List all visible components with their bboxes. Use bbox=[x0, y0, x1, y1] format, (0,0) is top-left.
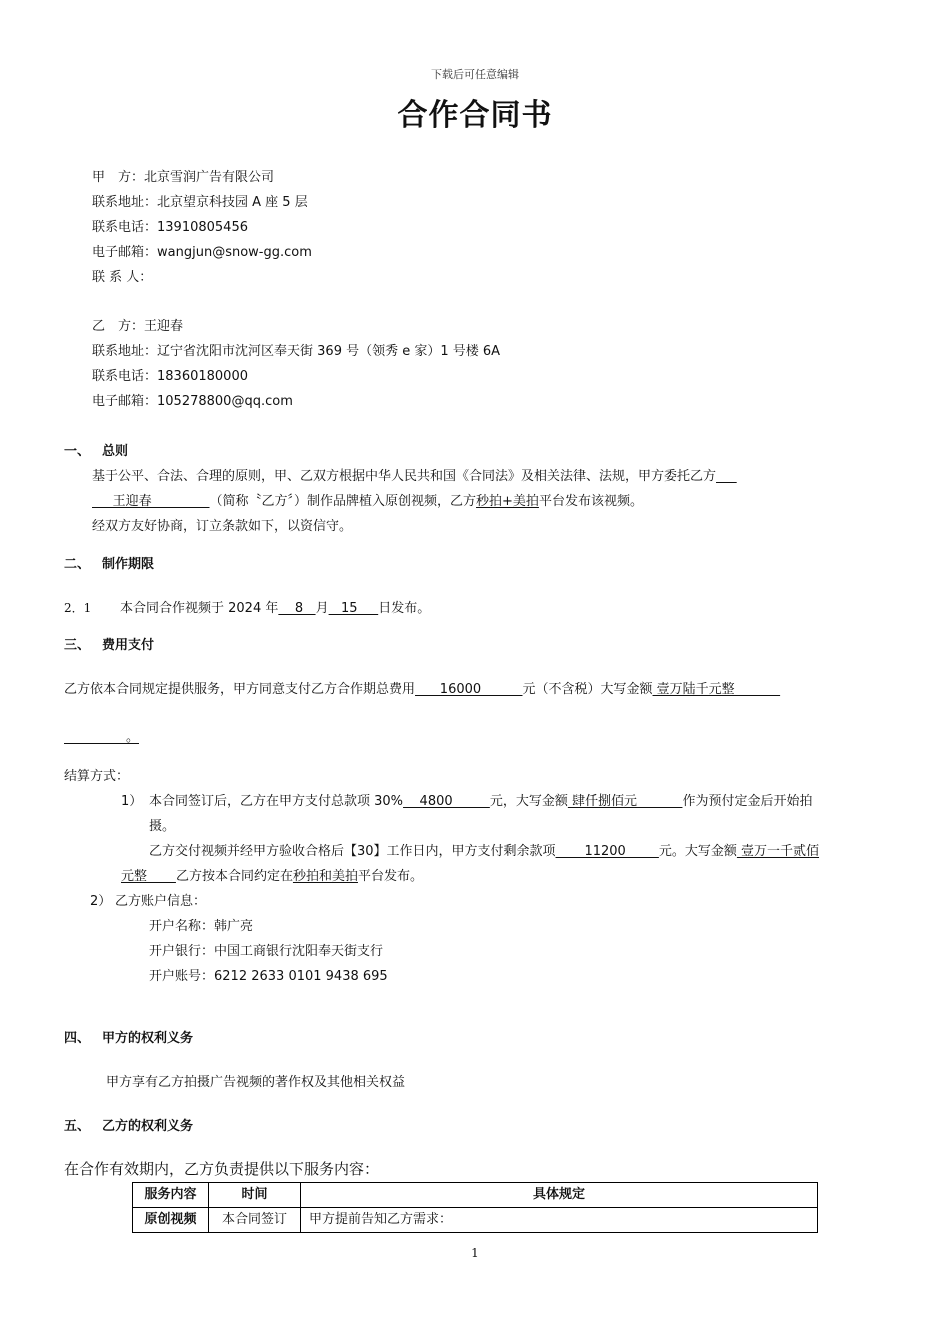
page-number: 1 bbox=[471, 1246, 479, 1260]
section-1-platform: 秒拍+美拍 bbox=[476, 494, 539, 509]
settlement-label: 结算方式： bbox=[64, 769, 130, 784]
party-b-address-label: 联系地址： bbox=[92, 344, 158, 359]
section-1-title: 总则 bbox=[102, 444, 129, 459]
party-a-email-line bbox=[92, 244, 312, 262]
settlement-item-2-number: 2） bbox=[90, 894, 112, 909]
party-b-label: 乙 方： bbox=[92, 319, 145, 334]
section-4-title: 甲方的权利义务 bbox=[102, 1031, 194, 1046]
party-a-contact-label: 联 系 人： bbox=[92, 270, 153, 285]
total-fee: 16000 bbox=[415, 682, 523, 697]
party-b-phone-label: 联系电话： bbox=[92, 369, 158, 384]
settlement-platform: 秒拍和美拍 bbox=[292, 869, 358, 884]
account-number: 6212 2633 0101 9438 695 bbox=[214, 969, 388, 984]
settlement-item-1b-text-c: 乙方按本合同约定在 bbox=[175, 869, 293, 884]
section-2-title: 制作期限 bbox=[102, 557, 155, 572]
section-5-paragraph: 在合作有效期内，乙方负责提供以下服务内容： bbox=[64, 1160, 380, 1178]
section-3-heading bbox=[64, 637, 154, 655]
header-time: 时间 bbox=[209, 1183, 301, 1208]
header-service-content: 服务内容 bbox=[133, 1183, 209, 1208]
account-bank-line bbox=[149, 943, 383, 961]
section-1-paragraph-line-3: 经双方友好协商，订立条款如下，以资信守。 bbox=[92, 519, 353, 534]
party-a-name: 北京雪润广告有限公司 bbox=[144, 170, 275, 185]
section-4-paragraph: 甲方享有乙方拍摄广告视频的著作权及其他相关权益 bbox=[106, 1075, 406, 1090]
section-2-heading bbox=[64, 556, 154, 574]
party-a-address-line bbox=[92, 194, 308, 212]
party-b-email-label: 电子邮箱： bbox=[92, 394, 158, 409]
section-3-line-end: 。 bbox=[64, 730, 139, 745]
account-bank-label: 开户银行： bbox=[149, 944, 215, 959]
section-5-title: 乙方的权利义务 bbox=[102, 1119, 194, 1134]
table-row bbox=[133, 1208, 818, 1233]
party-b-email: 105278800@qq.com bbox=[157, 394, 293, 409]
balance-amount-words-1: 壹万一千贰佰 bbox=[736, 844, 820, 859]
section-1-text-3: 平台发布该视频。 bbox=[538, 494, 643, 509]
cell-specific-rules: 甲方提前告知乙方需求： bbox=[301, 1208, 818, 1233]
settlement-item-1b-text-a: 乙方交付视频并经甲方验收合格后【30】工作日内，甲方支付剩余款项 bbox=[149, 844, 556, 859]
settlement-item-1-text-a: 本合同签订后，乙方在甲方支付总款项 30% bbox=[149, 794, 404, 809]
settlement-item-1-line-2: 摄。 bbox=[149, 819, 176, 834]
release-month: 8 bbox=[278, 601, 316, 616]
section-3-text-b: 元（不含税）大写金额 bbox=[522, 682, 653, 697]
section-1-number: 一、 bbox=[64, 444, 91, 459]
section-1-blank bbox=[716, 469, 737, 484]
settlement-item-1b-text-d: 平台发布。 bbox=[357, 869, 423, 884]
service-table-header-row bbox=[133, 1183, 818, 1208]
settlement-item-1b-text-b: 元。大写金额 bbox=[658, 844, 737, 859]
section-1-paragraph-line-2 bbox=[92, 493, 643, 511]
party-a-phone-label: 联系电话： bbox=[92, 220, 158, 235]
party-a-address-label: 联系地址： bbox=[92, 195, 158, 210]
party-b-phone-line bbox=[92, 368, 248, 386]
account-bank: 中国工商银行沈阳奉天街支行 bbox=[214, 944, 384, 959]
account-number-line bbox=[149, 968, 388, 986]
party-b-address: 辽宁省沈阳市沈河区奉天街 369 号（领秀 e 家）1 号楼 6A bbox=[157, 344, 501, 359]
deposit-amount: 4800 bbox=[403, 794, 490, 809]
settlement-item-2 bbox=[90, 893, 206, 911]
section-2-text-b: 月 bbox=[315, 601, 329, 616]
settlement-item-2-text: 乙方账户信息： bbox=[115, 894, 207, 909]
section-3-paragraph-line-2 bbox=[64, 729, 139, 747]
section-2-text-a: 本合同合作视频于 2024 年 bbox=[120, 601, 279, 616]
service-table bbox=[132, 1182, 818, 1233]
section-2-item-number: 2．1 bbox=[64, 601, 92, 615]
balance-amount: 11200 bbox=[555, 844, 659, 859]
section-5-heading bbox=[64, 1118, 193, 1136]
party-a-email: wangjun@snow-gg.com bbox=[157, 245, 312, 260]
section-1-heading bbox=[64, 443, 128, 461]
party-a-phone-line bbox=[92, 219, 248, 237]
party-a-phone: 13910805456 bbox=[157, 220, 248, 235]
section-2-item bbox=[64, 599, 430, 618]
settlement-item-1b-line-1 bbox=[149, 843, 819, 861]
party-a-address: 北京望京科技园 A 座 5 层 bbox=[157, 195, 308, 210]
cell-service-content: 原创视频 bbox=[133, 1208, 209, 1233]
cell-time: 本合同签订 bbox=[209, 1208, 301, 1233]
section-5-number: 五、 bbox=[64, 1119, 91, 1134]
party-a-contact-line bbox=[92, 269, 152, 287]
party-b-name: 王迎春 bbox=[144, 319, 184, 334]
section-3-number: 三、 bbox=[64, 638, 91, 653]
section-1-text: 基于公平、合法、合理的原则，甲、乙双方根据中华人民共和国《合同法》及相关法律、法规，甲方委托乙方 bbox=[92, 469, 717, 484]
party-b-address-line bbox=[92, 343, 500, 361]
party-b-phone: 18360180000 bbox=[157, 369, 248, 384]
account-number-label: 开户账号： bbox=[149, 969, 215, 984]
settlement-item-1b-line-2 bbox=[121, 868, 423, 886]
account-name-label: 开户名称： bbox=[149, 919, 215, 934]
party-a-label: 甲 方： bbox=[92, 170, 145, 185]
section-3-paragraph-line-1 bbox=[64, 681, 780, 699]
section-1-text-2: （简称〝乙方〞）制作品牌植入原创视频，乙方 bbox=[209, 494, 477, 509]
section-2-number: 二、 bbox=[64, 557, 91, 572]
header-note: 下载后可任意编辑 bbox=[431, 68, 519, 81]
account-name: 韩广亮 bbox=[214, 919, 254, 934]
deposit-amount-words: 肆仟捌佰元 bbox=[567, 794, 683, 809]
party-a-name-line bbox=[92, 169, 274, 187]
settlement-item-1-text-b: 元，大写金额 bbox=[489, 794, 568, 809]
section-1-paragraph-line-1 bbox=[92, 468, 737, 486]
document-title: 合作合同书 bbox=[397, 98, 553, 133]
settlement-item-1-line-1 bbox=[149, 793, 812, 811]
balance-amount-words-2: 元整 bbox=[121, 869, 176, 884]
section-2-text-c: 日发布。 bbox=[378, 601, 431, 616]
section-3-title: 费用支付 bbox=[102, 638, 155, 653]
party-a-email-label: 电子邮箱： bbox=[92, 245, 158, 260]
header-specific-rules: 具体规定 bbox=[301, 1183, 818, 1208]
account-name-line bbox=[149, 918, 253, 936]
section-4-heading bbox=[64, 1030, 193, 1048]
party-b-name-line bbox=[92, 318, 183, 336]
settlement-item-1-number: 1） bbox=[121, 794, 143, 809]
section-3-text-a: 乙方依本合同规定提供服务，甲方同意支付乙方合作期总费用 bbox=[64, 682, 416, 697]
release-day: 15 bbox=[328, 601, 379, 616]
section-4-number: 四、 bbox=[64, 1031, 91, 1046]
party-b-email-line bbox=[92, 393, 293, 411]
total-fee-words: 壹万陆千元整 bbox=[652, 682, 781, 697]
section-1-party-b-name: 王迎春 bbox=[92, 494, 210, 509]
settlement-item-1-text-c: 作为预付定金后开始拍 bbox=[682, 794, 813, 809]
